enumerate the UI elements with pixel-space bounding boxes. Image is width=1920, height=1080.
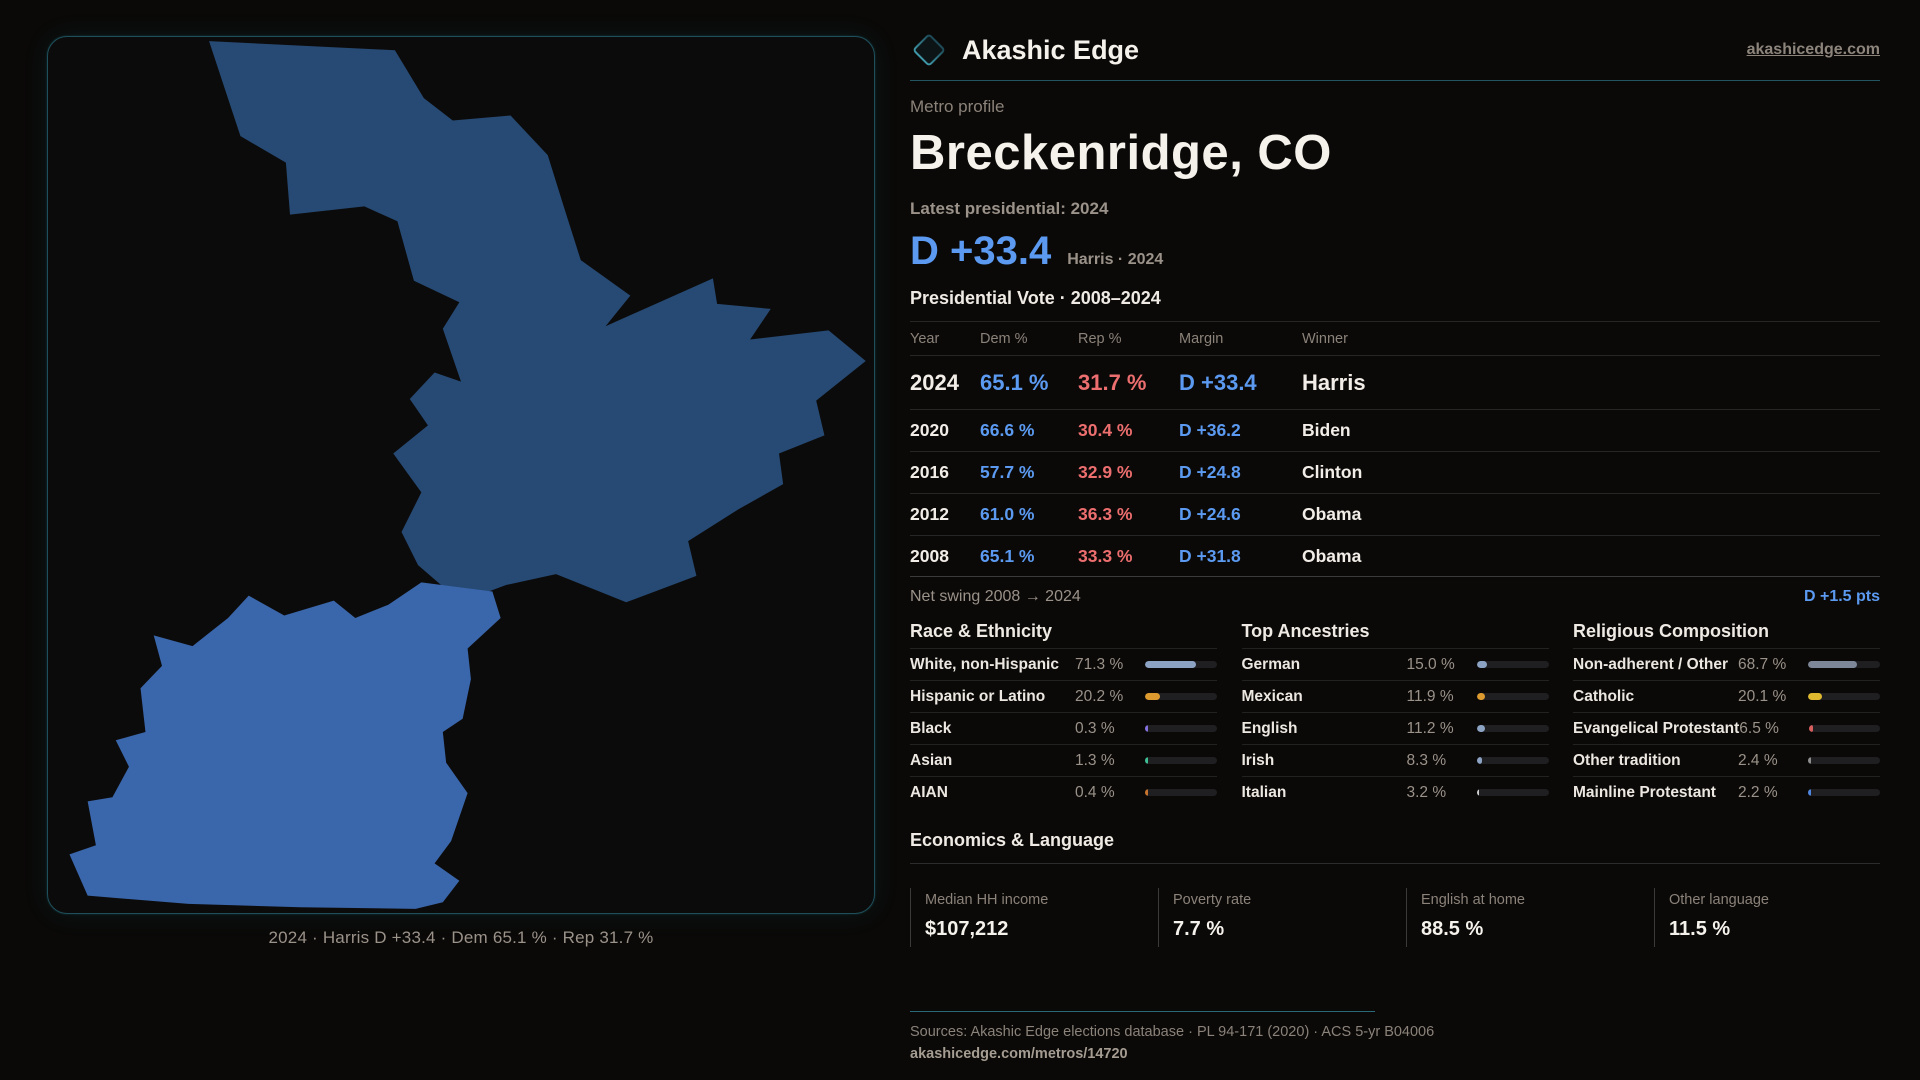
stat-value: 88.5 % xyxy=(1421,918,1484,940)
list-item xyxy=(910,744,1217,776)
demographics-grid xyxy=(910,621,1880,808)
table-row xyxy=(910,535,1880,577)
item-value: 1.3 % xyxy=(1075,751,1115,769)
item-label: Evangelical Protestant xyxy=(1573,719,1740,737)
list-item xyxy=(1573,744,1880,776)
religious-composition-section xyxy=(1573,621,1880,808)
list-item xyxy=(1242,744,1549,776)
cell-winner: Obama xyxy=(1302,545,1362,566)
item-label: Mexican xyxy=(1241,687,1303,705)
item-label: Non-adherent / Other xyxy=(1573,655,1729,673)
item-value: 20.1 % xyxy=(1738,687,1787,705)
stat-value: 7.7 % xyxy=(1173,918,1225,940)
county-shape-south xyxy=(69,582,500,908)
item-bar xyxy=(1145,789,1217,796)
item-label: Catholic xyxy=(1573,687,1635,705)
col-year: Year xyxy=(910,330,940,347)
col-winner: Winner xyxy=(1302,330,1348,347)
item-value: 2.4 % xyxy=(1738,751,1778,769)
item-bar xyxy=(1808,693,1880,700)
vote-table-title: Presidential Vote · 2008–2024 xyxy=(910,288,1161,308)
brand-diamond-icon xyxy=(910,31,948,69)
list-item xyxy=(1573,680,1880,712)
net-swing-value: D +1.5 pts xyxy=(1803,588,1880,605)
list-item xyxy=(1573,776,1880,808)
cell-year: 2008 xyxy=(910,545,949,566)
county-map xyxy=(48,37,874,913)
item-value: 0.3 % xyxy=(1075,719,1115,737)
map-caption: 2024 · Harris D +33.4 · Dem 65.1 % · Rep 31.7 % xyxy=(268,928,654,947)
table-row xyxy=(910,493,1880,535)
item-label: Black xyxy=(910,719,952,737)
cell-dem: 61.0 % xyxy=(980,504,1035,524)
list-item xyxy=(910,680,1217,712)
section-title: Top Ancestries xyxy=(1241,621,1370,641)
stat-poverty-rate xyxy=(1158,888,1406,947)
header-divider xyxy=(910,80,1880,81)
stat-label: Other language xyxy=(1669,892,1769,908)
cell-rep: 36.3 % xyxy=(1078,504,1133,524)
item-bar xyxy=(1808,661,1880,668)
item-bar xyxy=(1808,789,1880,796)
item-label: Italian xyxy=(1241,783,1287,801)
item-label: German xyxy=(1241,655,1301,673)
economics-divider xyxy=(910,863,1880,864)
headline-margin-row xyxy=(910,229,1880,274)
cell-winner: Biden xyxy=(1302,420,1351,440)
item-label: Other tradition xyxy=(1573,751,1681,769)
list-item xyxy=(1242,680,1549,712)
list-item xyxy=(910,776,1217,808)
item-value: 11.2 % xyxy=(1406,719,1454,737)
item-label: Irish xyxy=(1241,751,1275,769)
cell-year: 2020 xyxy=(910,420,949,440)
footer xyxy=(910,1011,1880,1063)
col-margin: Margin xyxy=(1179,330,1224,347)
col-rep: Rep % xyxy=(1078,330,1122,347)
item-label: English xyxy=(1241,719,1298,737)
list-item xyxy=(1573,712,1880,744)
stat-median-income xyxy=(910,888,1158,947)
item-label: Mainline Protestant xyxy=(1573,783,1716,801)
vote-table-header xyxy=(910,321,1880,355)
headline-margin-detail: Harris · 2024 xyxy=(1067,251,1164,268)
section-title: Religious Composition xyxy=(1573,621,1769,641)
cell-margin: D +33.4 xyxy=(1179,369,1257,395)
list-item xyxy=(1242,712,1549,744)
list-item xyxy=(1573,648,1880,680)
col-dem: Dem % xyxy=(980,330,1028,347)
table-row xyxy=(910,355,1880,409)
race-ethnicity-section xyxy=(910,621,1217,808)
brand xyxy=(910,31,1139,69)
item-bar xyxy=(1808,757,1880,764)
stat-value: 11.5 % xyxy=(1669,918,1731,940)
item-value: 6.5 % xyxy=(1739,719,1779,737)
item-value: 11.9 % xyxy=(1406,687,1454,705)
item-bar xyxy=(1145,757,1217,764)
item-label: Hispanic or Latino xyxy=(910,687,1046,705)
item-bar xyxy=(1809,725,1880,732)
stat-english-at-home xyxy=(1406,888,1654,947)
cell-winner: Obama xyxy=(1302,504,1362,524)
item-label: Asian xyxy=(910,751,953,769)
table-row xyxy=(910,451,1880,493)
list-item xyxy=(1242,776,1549,808)
cell-winner: Clinton xyxy=(1302,462,1363,482)
section-title: Race & Ethnicity xyxy=(910,621,1053,641)
sources-text: Sources: Akashic Edge elections database · PL 94-171 (2020) · ACS 5-yr B04006 xyxy=(910,1024,1435,1040)
profile-kicker: Metro profile xyxy=(910,97,1005,116)
item-value: 8.3 % xyxy=(1406,751,1447,769)
cell-rep: 30.4 % xyxy=(1078,420,1133,440)
stat-label: Poverty rate xyxy=(1173,892,1252,908)
item-value: 15.0 % xyxy=(1406,655,1455,673)
profile-panel xyxy=(910,28,1880,1063)
item-value: 20.2 % xyxy=(1075,687,1124,705)
item-bar xyxy=(1145,693,1217,700)
cell-margin: D +24.6 xyxy=(1179,504,1241,524)
item-bar xyxy=(1145,661,1217,668)
stat-value: $107,212 xyxy=(925,918,1009,940)
net-swing-label: Net swing 2008 → 2024 xyxy=(910,588,1081,605)
item-bar xyxy=(1145,725,1217,732)
permalink-link[interactable]: akashicedge.com/metros/14720 xyxy=(910,1046,1128,1062)
county-map-panel xyxy=(47,36,875,914)
item-value: 2.2 % xyxy=(1738,783,1778,801)
item-value: 68.7 % xyxy=(1738,655,1787,673)
footer-divider xyxy=(910,1011,1375,1012)
list-item xyxy=(910,648,1217,680)
stat-label: English at home xyxy=(1421,892,1525,908)
cell-rep: 33.3 % xyxy=(1078,545,1133,566)
vote-table xyxy=(910,321,1880,577)
cell-margin: D +31.8 xyxy=(1179,545,1241,566)
cell-dem: 65.1 % xyxy=(980,369,1049,395)
economics-title: Economics & Language xyxy=(910,830,1115,850)
item-bar xyxy=(1477,757,1549,764)
table-row xyxy=(910,409,1880,451)
cell-dem: 57.7 % xyxy=(980,462,1035,482)
cell-rep: 31.7 % xyxy=(1078,369,1147,395)
item-value: 71.3 % xyxy=(1075,655,1124,673)
economics-stats xyxy=(910,888,1880,947)
item-bar xyxy=(1477,661,1549,668)
item-bar xyxy=(1477,693,1549,700)
cell-rep: 32.9 % xyxy=(1078,462,1133,482)
brand-name: Akashic Edge xyxy=(962,34,1140,65)
cell-dem: 65.1 % xyxy=(980,545,1035,566)
list-item xyxy=(910,712,1217,744)
top-ancestries-section xyxy=(1242,621,1549,808)
cell-year: 2016 xyxy=(910,462,949,482)
latest-presidential-label: Latest presidential: 2024 xyxy=(910,199,1109,218)
item-value: 0.4 % xyxy=(1075,783,1115,801)
cell-winner: Harris xyxy=(1302,369,1366,395)
stat-label: Median HH income xyxy=(925,892,1049,908)
header xyxy=(910,28,1880,72)
cell-dem: 66.6 % xyxy=(980,420,1035,440)
item-value: 3.2 % xyxy=(1406,783,1447,801)
item-label: White, non-Hispanic xyxy=(910,655,1059,673)
net-swing-row xyxy=(910,577,1880,617)
list-item xyxy=(1242,648,1549,680)
item-bar xyxy=(1477,789,1549,796)
cell-year: 2024 xyxy=(910,369,959,395)
headline-margin-value: D +33.4 xyxy=(910,229,1052,273)
cell-margin: D +36.2 xyxy=(1179,420,1241,440)
cell-margin: D +24.8 xyxy=(1179,462,1241,482)
stat-other-language xyxy=(1654,888,1902,947)
site-domain-link[interactable]: akashicedge.com xyxy=(1746,41,1880,58)
item-label: AIAN xyxy=(910,783,948,801)
cell-year: 2012 xyxy=(910,504,949,524)
page-title: Breckenridge, CO xyxy=(910,126,1332,180)
item-bar xyxy=(1477,725,1549,732)
county-shape-north xyxy=(209,41,866,602)
